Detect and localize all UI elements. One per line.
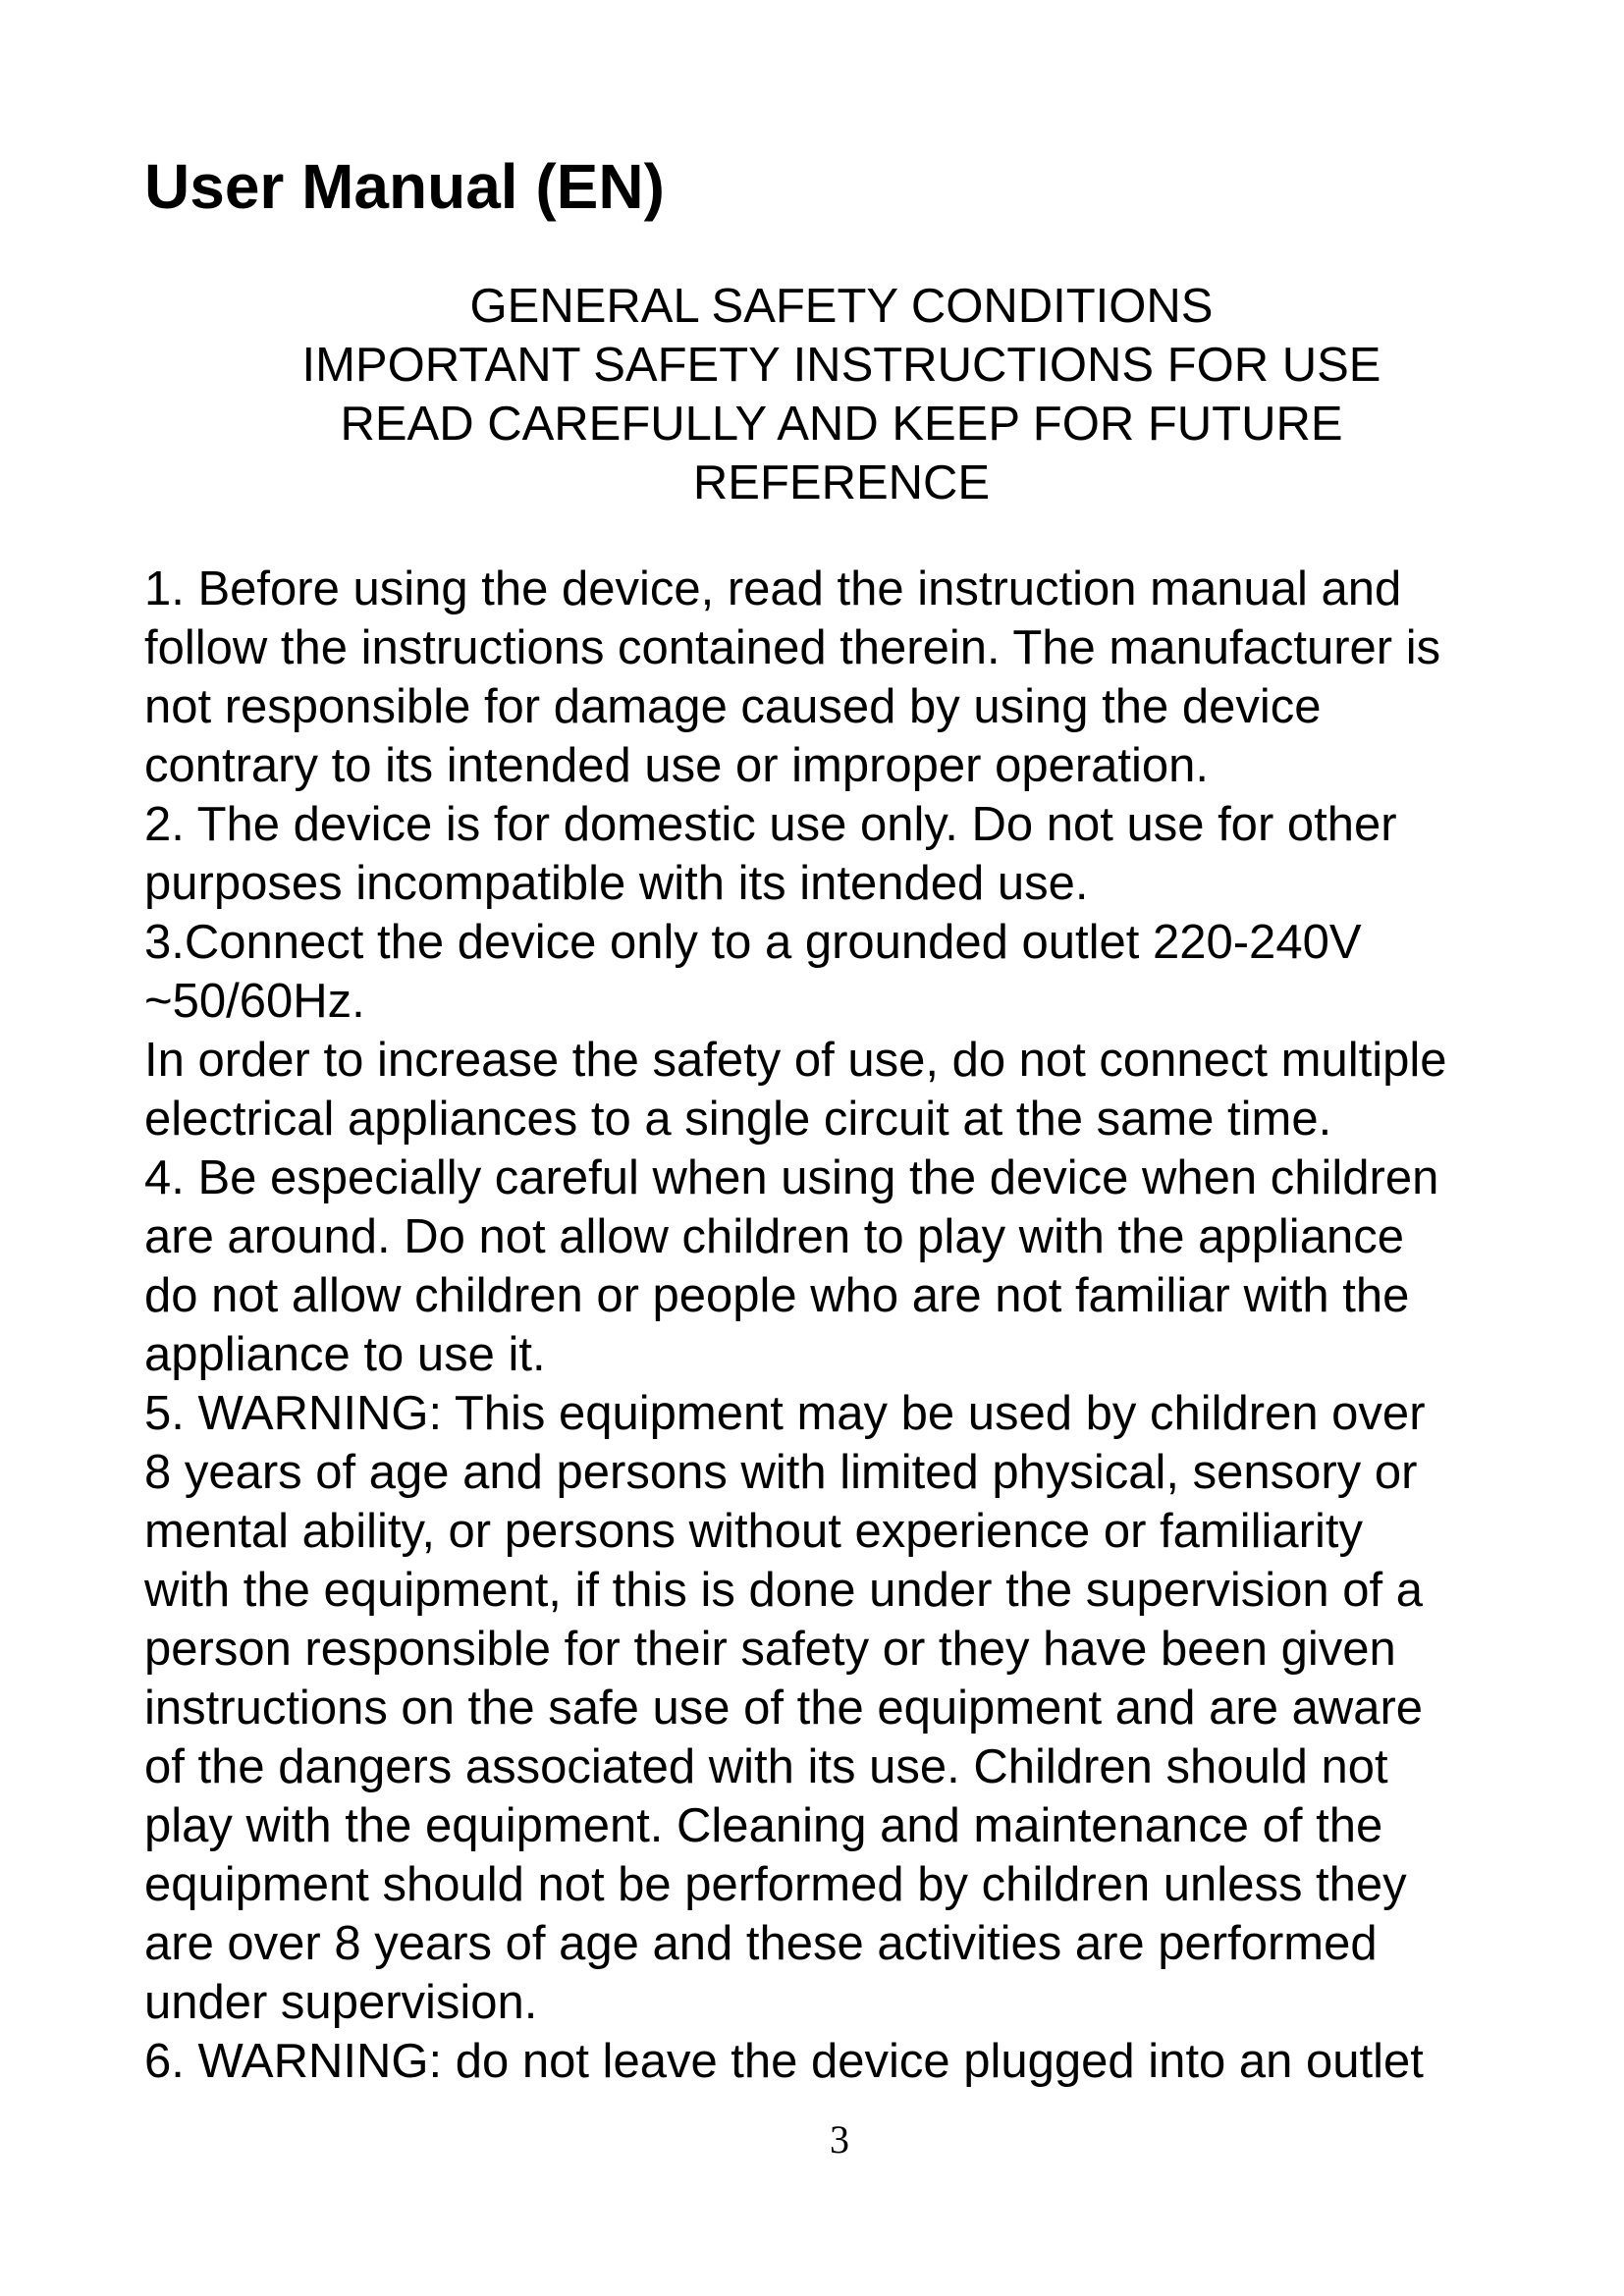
instruction-line: contrary to its intended use or improper operation.: [144, 739, 1210, 792]
instruction-line: 5. WARNING: This equipment may be used by children over: [144, 1387, 1426, 1440]
safety-header-line: IMPORTANT SAFETY INSTRUCTIONS FOR USE: [301, 339, 1381, 392]
page-number: 3: [830, 2117, 849, 2162]
safety-header-line: REFERENCE: [692, 456, 991, 509]
safety-header-line: READ CAREFULLY AND KEEP FOR FUTURE: [340, 398, 1343, 451]
safety-header: [144, 277, 1539, 512]
instruction-line: follow the instructions contained therein. The manufacturer is: [144, 621, 1441, 674]
instruction-line: 2. The device is for domestic use only. Do not use for other: [144, 798, 1397, 851]
instruction-line: play with the equipment. Cleaning and maintenance of the: [144, 1799, 1383, 1852]
instruction-line: In order to increase the safety of use, do not connect multiple: [144, 1034, 1447, 1087]
instruction-line: 3.Connect the device only to a grounded outlet 220-240V: [144, 916, 1362, 969]
instruction-line: with the equipment, if this is done under the supervision of a: [144, 1564, 1423, 1617]
instruction-line: instructions on the safe use of the equipment and are aware: [144, 1682, 1424, 1735]
instruction-line: are around. Do not allow children to play with the appliance: [144, 1210, 1404, 1263]
page-title: User Manual (EN): [144, 151, 665, 222]
instruction-line: of the dangers associated with its use. Children should not: [144, 1740, 1388, 1793]
instruction-line: 6. WARNING: do not leave the device plugged into an outlet: [144, 2035, 1424, 2088]
instruction-line: equipment should not be performed by children unless they: [144, 1858, 1407, 1911]
instruction-line: are over 8 years of age and these activities are performed: [144, 1917, 1378, 1970]
instruction-line: do not allow children or people who are not familiar with the: [144, 1269, 1410, 1322]
instruction-line: person responsible for their safety or they have been given: [144, 1623, 1396, 1676]
instruction-line: not responsible for damage caused by using the device: [144, 680, 1322, 733]
instruction-line: 8 years of age and persons with limited physical, sensory or: [144, 1446, 1418, 1499]
instruction-line: purposes incompatible with its intended use.: [144, 857, 1089, 910]
instruction-line: appliance to use it.: [144, 1328, 546, 1381]
safety-instructions: [144, 560, 1558, 2091]
instruction-line: ~50/60Hz.: [144, 975, 365, 1028]
instruction-line: electrical appliances to a single circuit at the same time.: [144, 1093, 1332, 1146]
safety-header-line: GENERAL SAFETY CONDITIONS: [469, 280, 1214, 333]
instruction-line: 4. Be especially careful when using the device when children: [144, 1151, 1439, 1204]
instruction-line: 1. Before using the device, read the instruction manual and: [144, 562, 1402, 615]
instruction-line: mental ability, or persons without experience or familiarity: [144, 1505, 1363, 1558]
instruction-line: under supervision.: [144, 1976, 538, 2029]
